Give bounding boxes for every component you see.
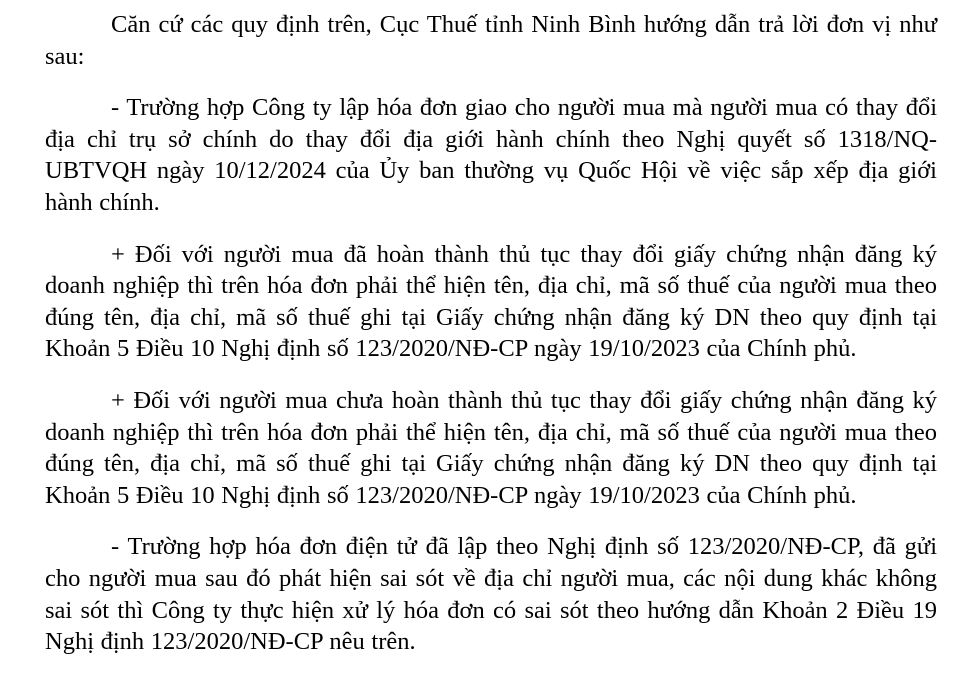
- paragraph-case-address-change: - Trường hợp Công ty lập hóa đơn giao cho người mua mà người mua có thay đổi địa chỉ trụ sở chính do thay đổi địa giới hành chính theo Nghị quyết số 1318/NQ-UBTVQH ngày 10/12/2024 của Ủy ban thường vụ Quốc Hội về việc sắp xếp địa giới hành chính.: [45, 94, 937, 216]
- paragraph-intro: Căn cứ các quy định trên, Cục Thuế tỉnh Ninh Bình hướng dẫn trả lời đơn vị như sau:: [45, 11, 937, 70]
- paragraph-buyer-completed: + Đối với người mua đã hoàn thành thủ tục thay đổi giấy chứng nhận đăng ký doanh nghiệp thì trên hóa đơn phải thể hiện tên, địa chỉ, mã số thuế của người mua theo đúng tên, địa chỉ, mã số thuế ghi tại Giấy chứng nhận đăng ký DN theo quy định tại Khoản 5 Điều 10 Nghị định số 123/2020/NĐ-CP ngày 19/10/2023 của Chính phủ.: [45, 240, 937, 363]
- paragraph-case-error-handling: - Trường hợp hóa đơn điện tử đã lập theo Nghị định số 123/2020/NĐ-CP, đã gửi cho người mua sau đó phát hiện sai sót về địa chỉ người mua, các nội dung khác không sai sót thì Công ty thực hiện xử lý hóa đơn có sai sót theo hướng dẫn Khoản 2 Điều 19 Nghị định 123/2020/NĐ-CP nêu trên.: [45, 533, 937, 656]
- paragraph-buyer-not-completed: + Đối với người mua chưa hoàn thành thủ tục thay đổi giấy chứng nhận đăng ký doanh nghiệp thì trên hóa đơn phải thể hiện tên, địa chỉ, mã số thuế của người mua theo đúng tên, địa chỉ, mã số thuế ghi tại Giấy chứng nhận đăng ký DN theo quy định tại Khoản 5 Điều 10 Nghị định số 123/2020/NĐ-CP ngày 19/10/2023 của Chính phủ.: [45, 386, 937, 509]
